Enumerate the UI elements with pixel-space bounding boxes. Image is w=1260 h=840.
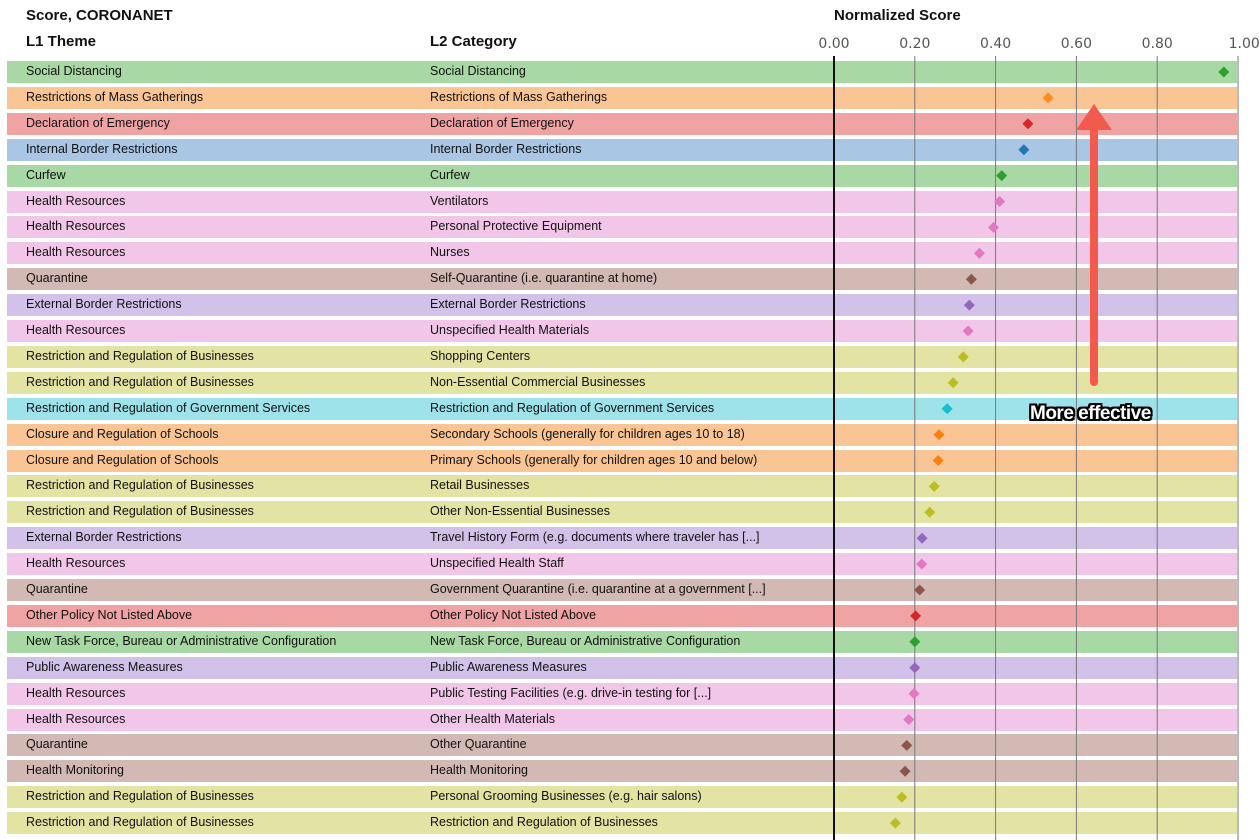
l1-theme-cell: Restriction and Regulation of Government Services xyxy=(26,400,311,415)
l2-category-cell: Personal Protective Equipment xyxy=(430,219,602,234)
table-row xyxy=(7,87,1237,109)
l1-theme-cell: Restriction and Regulation of Businesses xyxy=(26,478,254,493)
l1-theme-cell: Health Resources xyxy=(26,219,126,234)
l2-category-cell: Other Non-Essential Businesses xyxy=(430,504,610,519)
plot-title: Normalized Score xyxy=(834,7,961,24)
l1-theme-cell: Public Awareness Measures xyxy=(26,659,183,674)
l2-category-cell: Nurses xyxy=(430,245,470,260)
table-row xyxy=(7,294,1237,316)
x-tick-label: 0.60 xyxy=(1060,36,1092,52)
l2-category-cell: Non-Essential Commercial Businesses xyxy=(430,374,646,389)
x-tick-label: 0.40 xyxy=(980,36,1012,52)
l2-category-cell: Health Monitoring xyxy=(430,763,528,778)
l1-theme-cell: New Task Force, Bureau or Administrative Configuration xyxy=(26,633,337,648)
table-row xyxy=(7,475,1237,497)
l1-theme-cell: Health Resources xyxy=(26,245,126,260)
l1-theme-cell: Health Resources xyxy=(26,193,126,208)
l2-category-cell: Unspecified Health Staff xyxy=(430,556,564,571)
l1-theme-cell: Other Policy Not Listed Above xyxy=(26,607,193,622)
column-header-l1-theme: L1 Theme xyxy=(26,33,97,50)
table-row xyxy=(7,579,1237,601)
table-row xyxy=(7,242,1237,264)
l1-theme-cell: Health Resources xyxy=(26,685,126,700)
l1-theme-cell: Social Distancing xyxy=(26,64,122,78)
table-row xyxy=(7,424,1237,446)
l2-category-cell: Shopping Centers xyxy=(430,348,531,363)
l2-category-cell: Public Testing Facilities (e.g. drive-in testing for [...] xyxy=(430,685,712,700)
l2-category-cell: Government Quarantine (i.e. quarantine at a government [...] xyxy=(430,582,766,596)
table-row xyxy=(7,268,1237,290)
table-row xyxy=(7,346,1237,368)
l1-theme-cell: External Border Restrictions xyxy=(26,530,182,545)
l2-category-cell: Other Health Materials xyxy=(430,711,556,726)
l2-category-cell: Curfew xyxy=(430,167,470,182)
l2-category-cell: Secondary Schools (generally for children ages 10 to 18) xyxy=(430,426,745,441)
table-row xyxy=(7,553,1237,575)
l2-category-cell: Primary Schools (generally for children ages 10 and below) xyxy=(430,452,758,467)
l1-theme-cell: Health Monitoring xyxy=(26,763,124,778)
x-tick-label: 0.80 xyxy=(1141,36,1173,52)
l2-category-cell: Other Policy Not Listed Above xyxy=(430,607,597,622)
l1-theme-cell: Declaration of Emergency xyxy=(26,115,170,130)
l2-category-cell: Restriction and Regulation of Businesses xyxy=(430,815,658,830)
l2-category-cell: Internal Border Restrictions xyxy=(430,141,582,156)
table-row xyxy=(7,605,1237,627)
table-row xyxy=(7,372,1237,394)
l2-category-cell: Self-Quarantine (i.e. quarantine at home) xyxy=(430,271,658,286)
l1-theme-cell: Closure and Regulation of Schools xyxy=(26,426,219,441)
l2-category-cell: Social Distancing xyxy=(430,64,526,78)
l2-category-cell: External Border Restrictions xyxy=(430,297,586,312)
table-row xyxy=(7,139,1237,161)
l1-theme-cell: Quarantine xyxy=(26,737,88,752)
table-row xyxy=(7,165,1237,187)
x-tick-label: 0.00 xyxy=(818,36,850,52)
table-row xyxy=(7,191,1237,213)
l1-theme-cell: Restriction and Regulation of Businesses xyxy=(26,815,254,830)
l2-category-cell: Personal Grooming Businesses (e.g. hair salons) xyxy=(430,789,702,804)
l1-theme-cell: Restrictions of Mass Gatherings xyxy=(26,89,204,104)
l1-theme-cell: Internal Border Restrictions xyxy=(26,141,178,156)
l2-category-cell: New Task Force, Bureau or Administrative Configuration xyxy=(430,633,741,648)
l1-theme-cell: Health Resources xyxy=(26,323,126,337)
table-row xyxy=(7,216,1237,238)
l2-category-cell: Unspecified Health Materials xyxy=(430,323,590,337)
l1-theme-cell: Restriction and Regulation of Businesses xyxy=(26,374,254,389)
table-row xyxy=(7,113,1237,135)
l1-theme-cell: Closure and Regulation of Schools xyxy=(26,452,219,467)
l2-category-cell: Other Quarantine xyxy=(430,737,527,752)
l2-category-cell: Ventilators xyxy=(430,193,489,208)
l2-category-cell: Travel History Form (e.g. documents where traveler has [...] xyxy=(430,530,760,545)
table-row xyxy=(7,501,1237,523)
page-title: Score, CORONANET xyxy=(26,7,173,24)
table-row xyxy=(7,760,1237,782)
table-row xyxy=(7,450,1237,472)
l2-category-cell: Retail Businesses xyxy=(430,478,530,493)
l2-category-cell: Restrictions of Mass Gatherings xyxy=(430,89,608,104)
l1-theme-cell: Restriction and Regulation of Businesses xyxy=(26,789,254,804)
l1-theme-cell: Restriction and Regulation of Businesses xyxy=(26,348,254,363)
table-row xyxy=(7,734,1237,756)
l2-category-cell: Restriction and Regulation of Government Services xyxy=(430,400,715,415)
table-row xyxy=(7,320,1237,342)
table-row xyxy=(7,683,1237,705)
table-row xyxy=(7,61,1237,83)
table-row xyxy=(7,709,1237,731)
l1-theme-cell: Health Resources xyxy=(26,711,126,726)
l1-theme-cell: Quarantine xyxy=(26,271,88,286)
table-row xyxy=(7,786,1237,808)
table-row xyxy=(7,657,1237,679)
l2-category-cell: Public Awareness Measures xyxy=(430,659,587,674)
table-row xyxy=(7,527,1237,549)
l1-theme-cell: Quarantine xyxy=(26,582,88,596)
l1-theme-cell: External Border Restrictions xyxy=(26,297,182,312)
column-header-l2-category: L2 Category xyxy=(430,33,517,50)
x-tick-label: 0.20 xyxy=(899,36,931,52)
table-row xyxy=(7,631,1237,653)
l1-theme-cell: Health Resources xyxy=(26,556,126,571)
table-row xyxy=(7,812,1237,834)
l2-category-cell: Declaration of Emergency xyxy=(430,115,574,130)
l1-theme-cell: Curfew xyxy=(26,167,66,182)
l1-theme-cell: Restriction and Regulation of Businesses xyxy=(26,504,254,519)
x-tick-label: 1.00 xyxy=(1228,36,1260,52)
more-effective-annotation: More effective xyxy=(1030,403,1151,424)
